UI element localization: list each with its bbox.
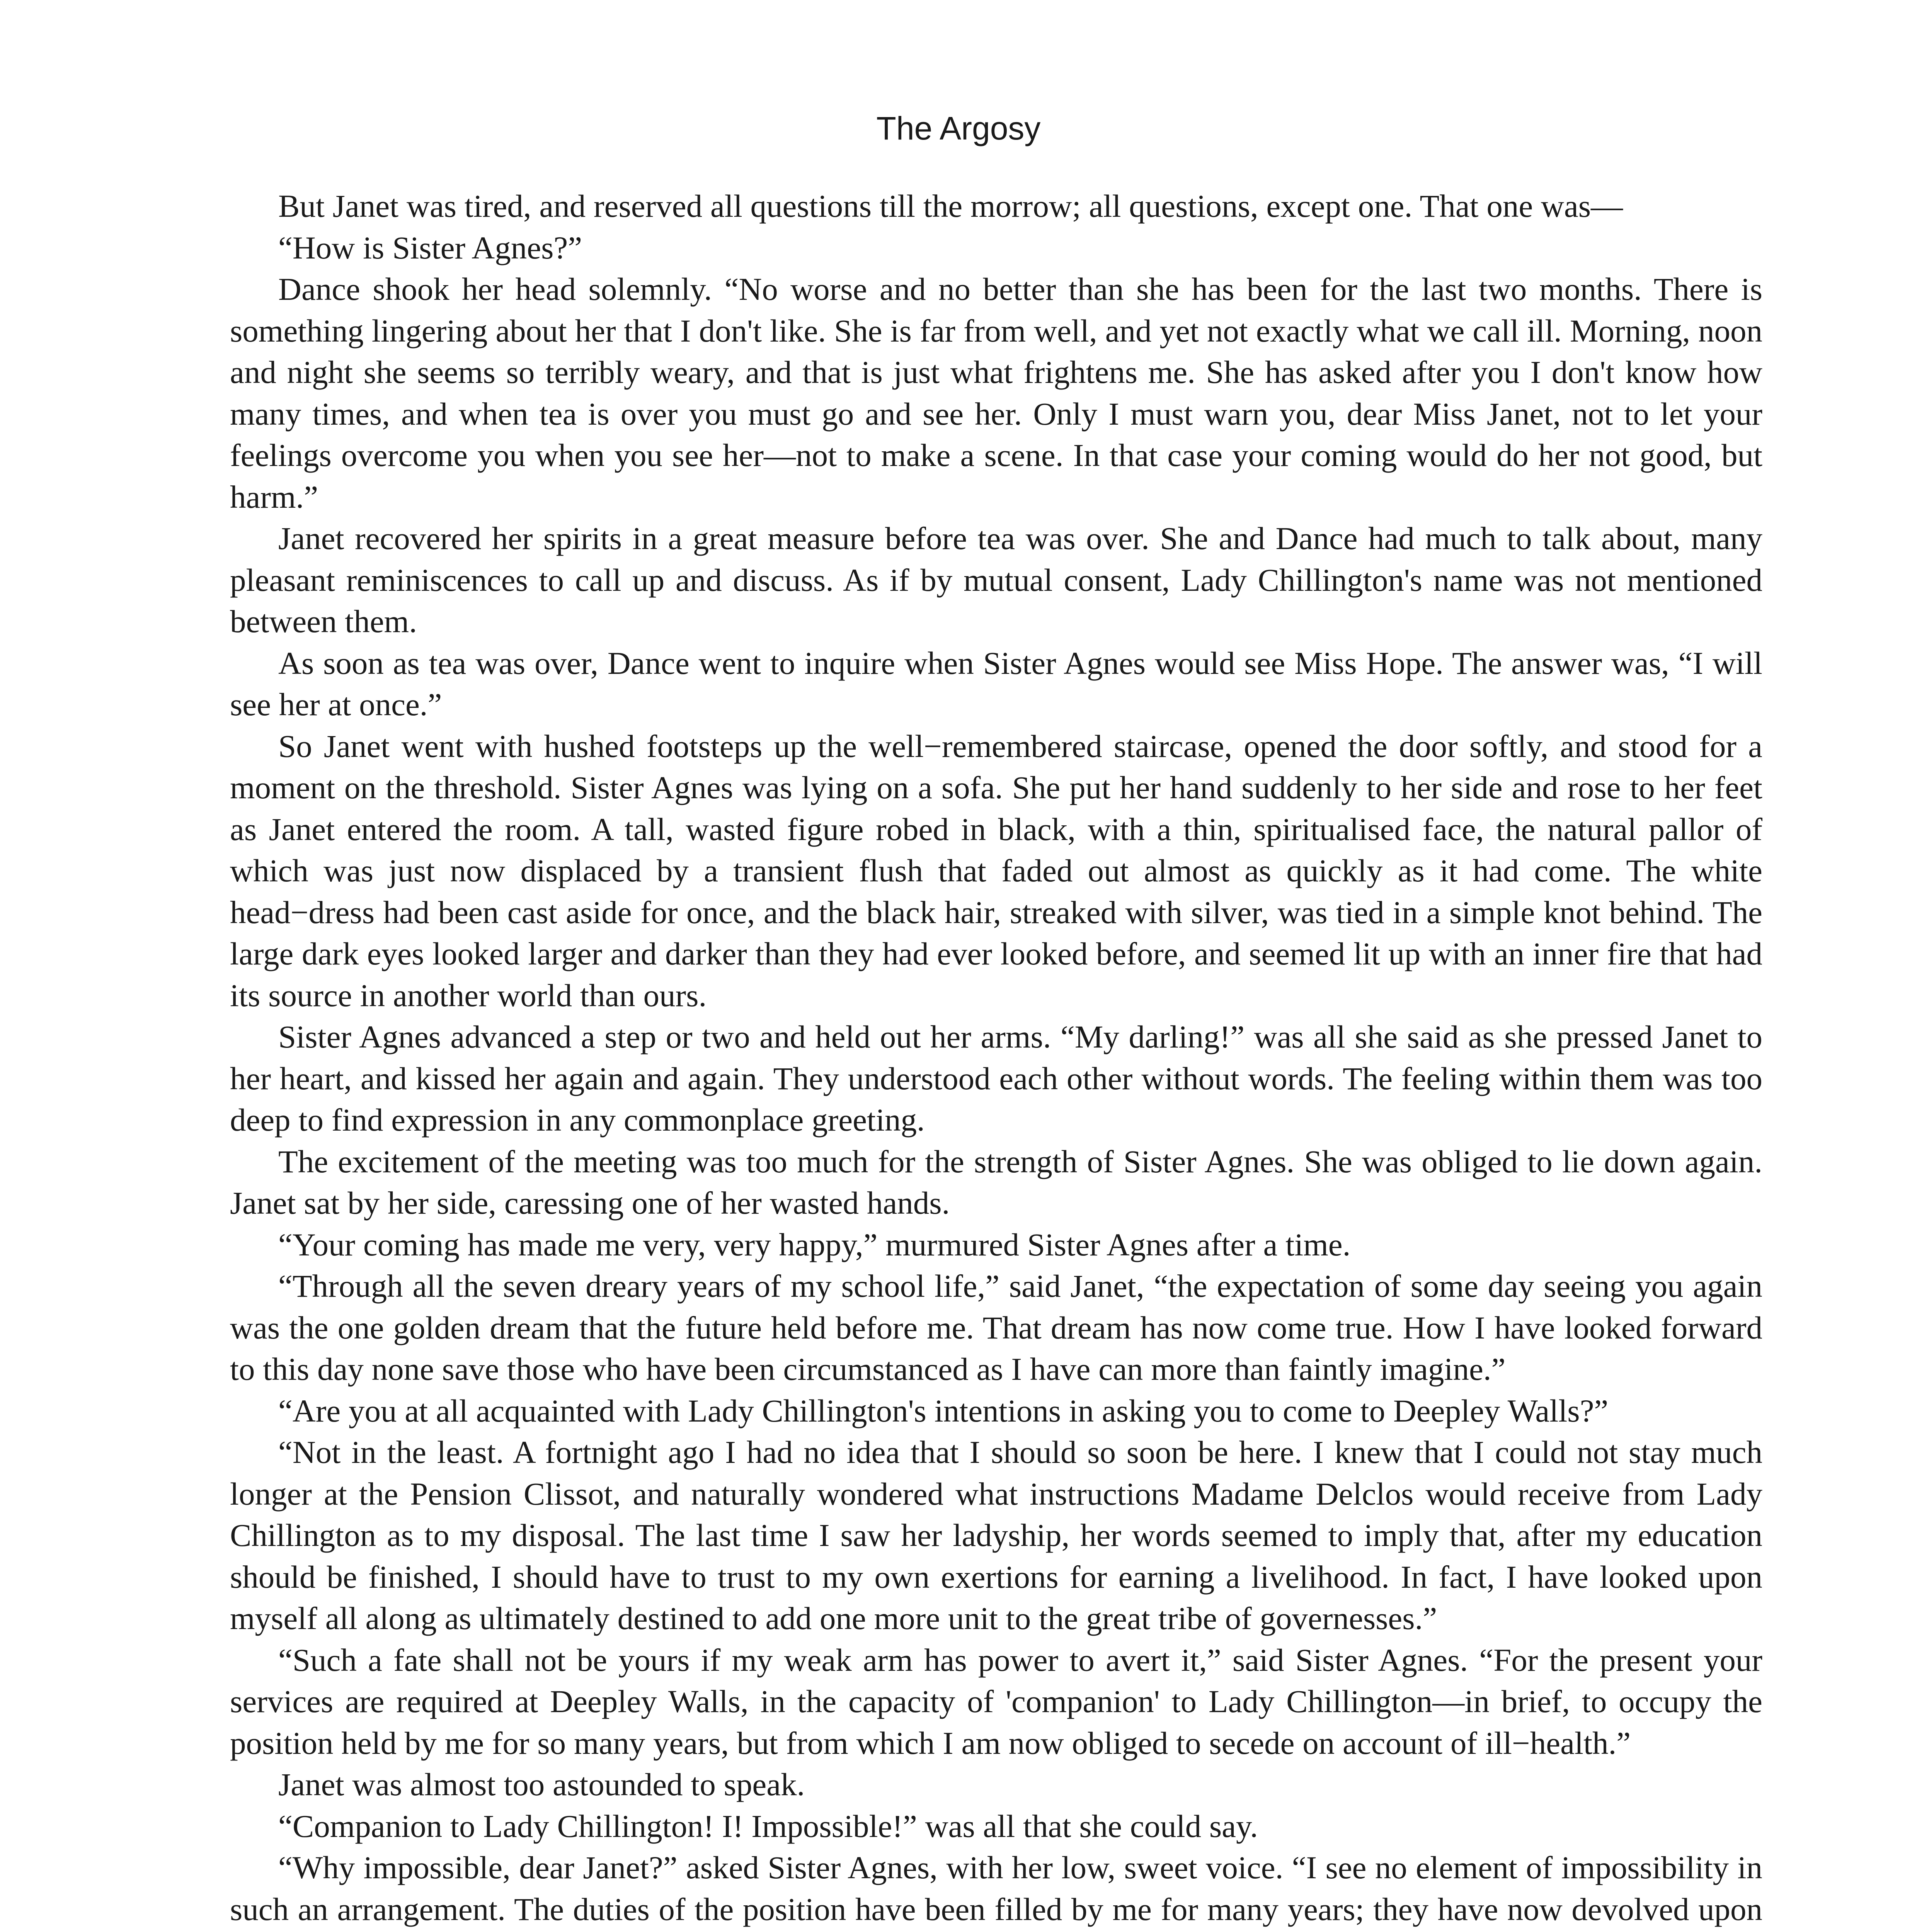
paragraph: So Janet went with hushed footsteps up the well−remembered staircase, opened the door softly, and stood for a moment on the threshold. Sister Agnes was lying on a sofa. She put her hand suddenly to her side and rose to her feet as Janet entered the room. A tall, wasted figure robed in black, with a thin, spiritualised face, the natural pallor of which was just now displaced by a transient flush that faded out almost as quickly as it had come. The white head−dress had been cast aside for once, and the black hair, streaked with silver, was tied in a simple knot behind. The large dark eyes looked larger and darker than they had ever looked before, and seemed lit up with an inner fire that had its source in another world than ours. — [230, 728, 1762, 1013]
paragraph: “Companion to Lady Chillington! I! Impossible!” was all that she could say. — [278, 1808, 1258, 1844]
body-text — [230, 185, 1762, 1932]
paragraph: “How is Sister Agnes?” — [278, 230, 582, 265]
paragraph: “Why impossible, dear Janet?” asked Sister Agnes, with her low, sweet voice. “I see no element of impossibility in such an arrangement. The duties of the position have been filled by me for many years; they have now devolved upon — [230, 1850, 1762, 1927]
paragraph: Dance shook her head solemnly. “No worse and no better than she has been for the last two months. There is something lingering about her that I don't like. She is far from well, and yet not exactly what we call ill. Morning, noon and night she seems so terribly weary, and that is just what frightens me. She has asked after you I don't know how many times, and when tea is over you must go and see her. Only I must warn you, dear Miss Janet, not to let your feelings overcome you when you see her—not to make a scene. In that case your coming would do her not good, but harm.” — [230, 271, 1762, 515]
paragraph: As soon as tea was over, Dance went to inquire when Sister Agnes would see Miss Hope. The answer was, “I will see her at once.” — [230, 645, 1762, 722]
paragraph: “Your coming has made me very, very happy,” murmured Sister Agnes after a time. — [278, 1226, 1351, 1262]
paragraph: Janet recovered her spirits in a great measure before tea was over. She and Dance had much to talk about, many pleasant reminiscences to call up and discuss. As if by mutual consent, Lady Chillington's name was not mentioned between them. — [230, 520, 1762, 639]
paragraph: “Not in the least. A fortnight ago I had no idea that I should so soon be here. I knew that I could not stay much longer at the Pension Clissot, and naturally wondered what instructions Madame Delclos would receive from Lady Chillington as to my disposal. The last time I saw her ladyship, her words seemed to imply that, after my education should be finished, I should have to trust to my own exertions for earning a livelihood. In fact, I have looked upon myself all along as ultimately destined to add one more unit to the great tribe of governesses.” — [230, 1434, 1762, 1636]
paragraph: “Through all the seven dreary years of my school life,” said Janet, “the expectation of some day seeing you again was the one golden dream that the future held before me. That dream has now come true. How I have looked forward to this day none save those who have been circumstanced as I have can more than faintly imagine.” — [230, 1268, 1762, 1387]
paragraph: “Are you at all acquainted with Lady Chillington's intentions in asking you to come to Deepley Walls?” — [278, 1393, 1609, 1429]
paragraph: The excitement of the meeting was too much for the strength of Sister Agnes. She was obliged to lie down again. Janet sat by her side, caressing one of her wasted hands. — [230, 1143, 1762, 1221]
running-title: The Argosy — [876, 110, 1041, 146]
paragraph: “Such a fate shall not be yours if my weak arm has power to avert it,” said Sister Agnes. “For the present your services are required at Deepley Walls, in the capacity of 'companion' to Lady Chillington—in brief, to occupy the position held by me for so many years, but from which I am now obliged to secede on account of ill−health.” — [230, 1642, 1762, 1761]
paragraph: Sister Agnes advanced a step or two and held out her arms. “My darling!” was all she said as she pressed Janet to her heart, and kissed her again and again. They understood each other without words. The feeling within them was too deep to find expression in any commonplace greeting. — [230, 1019, 1762, 1138]
paragraph: Janet was almost too astounded to speak. — [278, 1767, 805, 1802]
paragraph: But Janet was tired, and reserved all questions till the morrow; all questions, except one. That one was— — [278, 188, 1623, 224]
